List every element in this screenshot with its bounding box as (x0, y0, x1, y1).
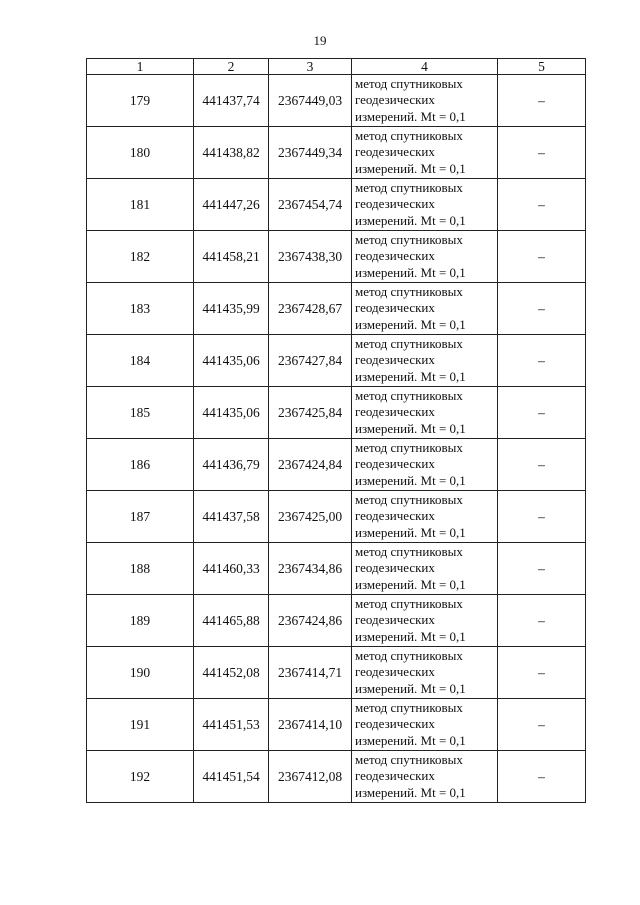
method-line: измерений. Mt = 0,1 (355, 784, 466, 800)
method-line: геодезических (355, 196, 435, 212)
y-coordinate-cell: 2367425,00 (269, 491, 352, 543)
method-line: метод спутниковых (355, 127, 463, 143)
x-coordinate-cell: 441435,06 (194, 387, 269, 439)
method-line: геодезических (355, 560, 435, 576)
point-number-cell: 189 (87, 595, 194, 647)
method-line: метод спутниковых (355, 179, 463, 195)
note-cell: – (498, 595, 586, 647)
column-header-2: 2 (194, 59, 269, 75)
table-row (87, 595, 586, 647)
y-coordinate-cell: 2367449,34 (269, 127, 352, 179)
method-cell (352, 439, 498, 491)
point-number-cell: 190 (87, 647, 194, 699)
note-cell: – (498, 751, 586, 803)
method-line: метод спутниковых (355, 335, 463, 351)
method-line: измерений. Mt = 0,1 (355, 628, 466, 644)
method-line: геодезических (355, 144, 435, 160)
point-number-cell: 185 (87, 387, 194, 439)
method-cell (352, 75, 498, 127)
method-line: метод спутниковых (355, 491, 463, 507)
x-coordinate-cell: 441447,26 (194, 179, 269, 231)
method-line: метод спутниковых (355, 75, 463, 91)
point-number-cell: 188 (87, 543, 194, 595)
method-line: измерений. Mt = 0,1 (355, 732, 466, 748)
method-line: измерений. Mt = 0,1 (355, 576, 466, 592)
point-number-cell: 186 (87, 439, 194, 491)
point-number-cell: 191 (87, 699, 194, 751)
method-line: измерений. Mt = 0,1 (355, 524, 466, 540)
point-number-cell: 179 (87, 75, 194, 127)
table-row (87, 179, 586, 231)
table-row (87, 127, 586, 179)
method-line: геодезических (355, 404, 435, 420)
note-cell: – (498, 387, 586, 439)
method-line: геодезических (355, 92, 435, 108)
method-line: геодезических (355, 300, 435, 316)
note-cell: – (498, 127, 586, 179)
method-line: метод спутниковых (355, 647, 463, 663)
column-header-1: 1 (87, 59, 194, 75)
method-line: метод спутниковых (355, 543, 463, 559)
table-row (87, 751, 586, 803)
table-row (87, 543, 586, 595)
point-number-cell: 181 (87, 179, 194, 231)
table-row (87, 647, 586, 699)
table-body (87, 75, 586, 803)
table-row (87, 387, 586, 439)
y-coordinate-cell: 2367434,86 (269, 543, 352, 595)
page-number: 19 (313, 33, 327, 48)
note-cell: – (498, 543, 586, 595)
point-number-cell: 192 (87, 751, 194, 803)
method-line: геодезических (355, 456, 435, 472)
method-line: метод спутниковых (355, 699, 463, 715)
method-line: геодезических (355, 508, 435, 524)
method-line: геодезических (355, 612, 435, 628)
table-header-row (87, 59, 586, 75)
method-cell (352, 751, 498, 803)
coordinates-table (86, 58, 586, 803)
point-number-cell: 183 (87, 283, 194, 335)
y-coordinate-cell: 2367454,74 (269, 179, 352, 231)
y-coordinate-cell: 2367412,08 (269, 751, 352, 803)
method-cell (352, 283, 498, 335)
x-coordinate-cell: 441435,99 (194, 283, 269, 335)
column-header-3: 3 (269, 59, 352, 75)
table-row (87, 335, 586, 387)
method-line: измерений. Mt = 0,1 (355, 368, 466, 384)
y-coordinate-cell: 2367449,03 (269, 75, 352, 127)
method-cell (352, 647, 498, 699)
method-line: измерений. Mt = 0,1 (355, 108, 466, 124)
x-coordinate-cell: 441451,54 (194, 751, 269, 803)
method-cell (352, 335, 498, 387)
method-cell (352, 127, 498, 179)
column-header-4: 4 (352, 59, 498, 75)
y-coordinate-cell: 2367428,67 (269, 283, 352, 335)
method-cell (352, 699, 498, 751)
x-coordinate-cell: 441438,82 (194, 127, 269, 179)
x-coordinate-cell: 441437,74 (194, 75, 269, 127)
method-line: геодезических (355, 664, 435, 680)
x-coordinate-cell: 441465,88 (194, 595, 269, 647)
method-line: измерений. Mt = 0,1 (355, 160, 466, 176)
method-line: метод спутниковых (355, 439, 463, 455)
note-cell: – (498, 439, 586, 491)
method-line: геодезических (355, 248, 435, 264)
method-line: метод спутниковых (355, 283, 463, 299)
y-coordinate-cell: 2367438,30 (269, 231, 352, 283)
y-coordinate-cell: 2367414,71 (269, 647, 352, 699)
note-cell: – (498, 647, 586, 699)
note-cell: – (498, 231, 586, 283)
note-cell: – (498, 75, 586, 127)
y-coordinate-cell: 2367425,84 (269, 387, 352, 439)
x-coordinate-cell: 441452,08 (194, 647, 269, 699)
note-cell: – (498, 335, 586, 387)
note-cell: – (498, 179, 586, 231)
method-line: метод спутниковых (355, 231, 463, 247)
table-row (87, 439, 586, 491)
x-coordinate-cell: 441435,06 (194, 335, 269, 387)
method-line: геодезических (355, 768, 435, 784)
x-coordinate-cell: 441451,53 (194, 699, 269, 751)
y-coordinate-cell: 2367424,84 (269, 439, 352, 491)
method-line: измерений. Mt = 0,1 (355, 264, 466, 280)
method-cell (352, 231, 498, 283)
table-row (87, 283, 586, 335)
y-coordinate-cell: 2367414,10 (269, 699, 352, 751)
column-header-5: 5 (498, 59, 586, 75)
method-line: измерений. Mt = 0,1 (355, 420, 466, 436)
point-number-cell: 187 (87, 491, 194, 543)
method-line: метод спутниковых (355, 751, 463, 767)
method-line: измерений. Mt = 0,1 (355, 680, 466, 696)
note-cell: – (498, 283, 586, 335)
note-cell: – (498, 699, 586, 751)
method-line: метод спутниковых (355, 387, 463, 403)
table-row (87, 699, 586, 751)
method-line: измерений. Mt = 0,1 (355, 316, 466, 332)
y-coordinate-cell: 2367427,84 (269, 335, 352, 387)
method-cell (352, 543, 498, 595)
note-cell: – (498, 491, 586, 543)
method-cell (352, 595, 498, 647)
method-line: геодезических (355, 716, 435, 732)
y-coordinate-cell: 2367424,86 (269, 595, 352, 647)
method-line: метод спутниковых (355, 595, 463, 611)
x-coordinate-cell: 441458,21 (194, 231, 269, 283)
x-coordinate-cell: 441436,79 (194, 439, 269, 491)
x-coordinate-cell: 441437,58 (194, 491, 269, 543)
method-line: измерений. Mt = 0,1 (355, 472, 466, 488)
method-cell (352, 179, 498, 231)
table-row (87, 491, 586, 543)
table-row (87, 75, 586, 127)
method-line: измерений. Mt = 0,1 (355, 212, 466, 228)
point-number-cell: 184 (87, 335, 194, 387)
method-line: геодезических (355, 352, 435, 368)
point-number-cell: 182 (87, 231, 194, 283)
method-cell (352, 387, 498, 439)
point-number-cell: 180 (87, 127, 194, 179)
table-row (87, 231, 586, 283)
method-cell (352, 491, 498, 543)
x-coordinate-cell: 441460,33 (194, 543, 269, 595)
